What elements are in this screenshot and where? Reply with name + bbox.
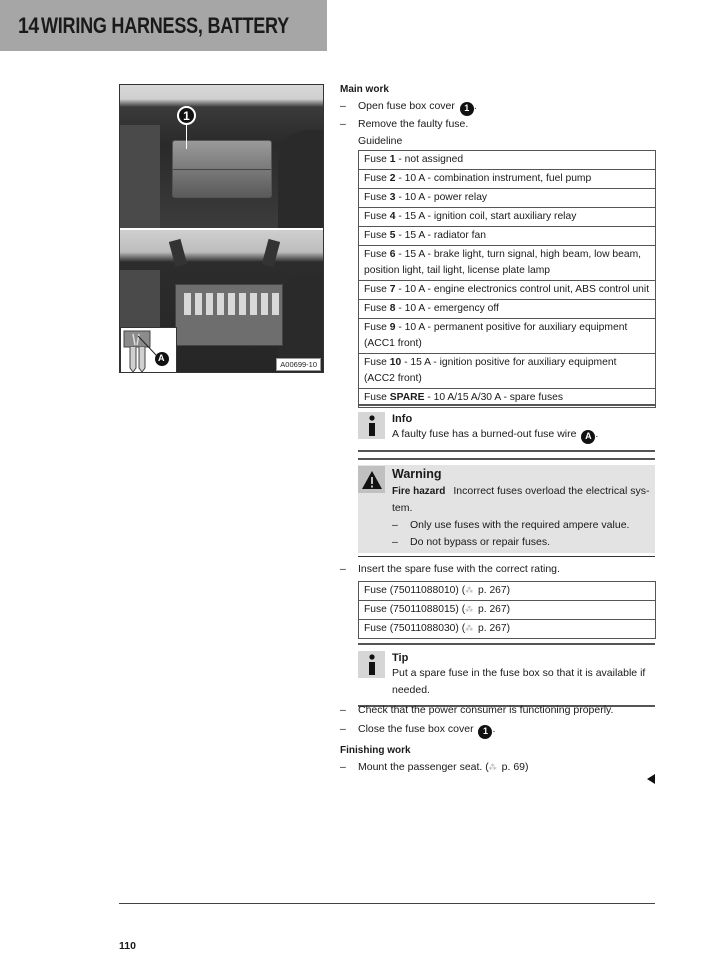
chapter-number: 14	[18, 12, 39, 38]
divider	[358, 458, 655, 460]
step-text: Insert the spare fuse with the correct rating.	[358, 563, 560, 575]
fuse-cell	[359, 318, 656, 353]
fuse-cell	[359, 169, 656, 188]
step-insert-spare	[340, 561, 656, 578]
insert-spare-section	[340, 561, 656, 639]
callout-a-label: A	[158, 353, 165, 363]
divider	[358, 556, 655, 557]
warning-notice	[358, 458, 655, 557]
fuse-row	[359, 280, 656, 299]
fuse-prefix: Fuse	[364, 229, 390, 241]
fuse-id: 10	[389, 356, 402, 368]
fuse-id: 6	[389, 248, 396, 260]
step-remove-fuse	[340, 116, 656, 133]
blown-fuse-inset	[120, 327, 177, 373]
fuse-prefix: Fuse	[364, 302, 390, 314]
spare-fuse-table	[358, 581, 656, 639]
fuse-row	[359, 299, 656, 318]
tip-notice	[358, 643, 655, 707]
fuse-description: - 10 A/15 A/30 A - spare fuses	[424, 391, 564, 403]
fuse-id: 5	[389, 229, 396, 241]
callout-a-badge: A	[581, 430, 595, 444]
step-check-consumer	[340, 702, 656, 719]
chapter-title: WIRING HARNESS, BATTERY	[41, 12, 290, 38]
fuse-cell	[359, 299, 656, 318]
fuse-cell	[359, 188, 656, 207]
dash: –	[392, 519, 398, 531]
frame-left	[120, 125, 160, 228]
seat-right	[278, 130, 323, 228]
figure-code: A00699-10	[276, 358, 321, 371]
divider	[358, 450, 655, 452]
dash: –	[340, 723, 346, 735]
fuse-description: - 10 A - engine electronics control unit, ABS control unit	[395, 283, 650, 295]
dash: –	[340, 704, 346, 716]
page-reference-link[interactable]: p. 267)	[475, 585, 511, 596]
tip-text: Put a spare fuse in the fuse box so that it is available if needed.	[392, 667, 646, 696]
info-title: Info	[392, 413, 413, 425]
spare-fuse-row	[359, 582, 656, 601]
fuse-box-open	[175, 284, 283, 346]
fuse-prefix: Fuse	[364, 248, 390, 260]
fuse-id: 3	[389, 191, 396, 203]
blown-fuse-icon	[121, 328, 178, 373]
fuse-prefix: Fuse	[364, 283, 390, 295]
step-mount-seat	[340, 759, 656, 776]
step-text: Open fuse box cover	[358, 100, 455, 112]
fuse-row	[359, 207, 656, 226]
page-number: 110	[119, 940, 136, 952]
dash: –	[340, 760, 346, 773]
dash: –	[392, 536, 398, 548]
part-label: Fuse (75011088015) (	[364, 604, 466, 615]
page-reference-icon: ⁂	[465, 605, 474, 614]
fuse-id: 4	[389, 210, 396, 222]
fuse-id: 8	[389, 302, 396, 314]
page-reference-icon: ⁂	[465, 586, 474, 595]
fuse-prefix: Fuse	[364, 210, 390, 222]
fuse-id: 9	[389, 321, 396, 333]
page-reference-icon: ⁂	[488, 762, 497, 772]
fuse-description: - not assigned	[395, 153, 464, 165]
fuse-prefix: Fuse	[364, 356, 390, 368]
fuse-row	[184, 293, 279, 315]
fuse-description: - 10 A - emergency off	[395, 302, 499, 314]
fuse-id: 7	[389, 283, 396, 295]
spare-fuse-cell	[359, 582, 656, 601]
fuse-box-cover	[172, 140, 272, 198]
photo-fuse-box-open	[120, 230, 323, 373]
fuse-id: SPARE	[389, 391, 425, 403]
fuse-description: - 10 A - permanent positive for auxiliary equipment (ACC1 front)	[364, 321, 628, 349]
page-reference-link[interactable]: p. 69)	[498, 760, 529, 773]
fuse-description: - 15 A - brake light, turn signal, high beam, low beam, position light, tail light, license plate lamp	[364, 248, 642, 276]
finishing-work-heading: Finishing work	[340, 744, 411, 756]
main-work-heading: Main work	[340, 84, 389, 95]
fuse-cell	[359, 245, 656, 280]
fuse-description: - 10 A - power relay	[395, 191, 488, 203]
fuse-description: - 15 A - ignition coil, start auxiliary relay	[395, 210, 577, 222]
fuse-row	[359, 353, 656, 388]
hazard-label: Fire hazard	[392, 486, 446, 497]
page-reference-icon: ⁂	[465, 624, 474, 633]
step-close-cover: – Close the fuse box cover 1 .	[340, 721, 656, 739]
warning-triangle-icon	[358, 466, 385, 493]
fuse-cell	[359, 207, 656, 226]
spare-fuse-cell	[359, 601, 656, 620]
dash: –	[340, 100, 346, 112]
tip-title: Tip	[392, 652, 409, 664]
warning-hazard	[392, 483, 655, 517]
fuse-row	[359, 169, 656, 188]
part-label: Fuse (75011088010) (	[364, 585, 466, 596]
fuse-prefix: Fuse	[364, 391, 390, 403]
fuse-cell	[359, 353, 656, 388]
part-label: Fuse (75011088030) (	[364, 623, 466, 634]
guideline-label: Guideline	[358, 134, 403, 147]
final-steps-section	[340, 702, 656, 776]
info-notice	[358, 404, 655, 452]
fuse-prefix: Fuse	[364, 172, 390, 184]
fuse-prefix: Fuse	[364, 191, 390, 203]
end-of-section-marker-icon	[647, 774, 655, 784]
page-reference-link[interactable]: p. 267)	[475, 623, 511, 634]
warning-title: Warning	[392, 467, 442, 481]
dash: –	[340, 117, 346, 130]
fuse-row	[359, 245, 656, 280]
step-text: Check that the power consumer is functioning properly.	[358, 704, 614, 716]
info-icon	[358, 651, 385, 678]
callout-1-badge: 1	[460, 102, 474, 116]
step-text: Mount the passenger seat. (	[358, 760, 489, 773]
hazard-text: Incorrect fuses overload the electrical sys-tem.	[392, 485, 650, 514]
lid-hinge	[169, 239, 187, 267]
spare-fuse-row	[359, 620, 656, 639]
fuse-prefix: Fuse	[364, 321, 390, 333]
fuse-description: - 10 A - combination instrument, fuel pump	[395, 172, 592, 184]
fuse-assignment-table	[358, 150, 656, 408]
fuse-cell	[359, 150, 656, 169]
page-reference-link[interactable]: p. 267)	[475, 604, 511, 615]
callout-1-badge: 1	[177, 106, 196, 125]
chapter-header	[0, 0, 327, 51]
fuse-prefix: Fuse	[364, 153, 390, 165]
fuse-description: - 15 A - radiator fan	[395, 229, 486, 241]
fuse-cell	[359, 226, 656, 245]
fuse-row	[359, 188, 656, 207]
spare-fuse-cell	[359, 620, 656, 639]
fuse-description: - 15 A - ignition positive for auxiliary equipment (ACC2 front)	[364, 356, 617, 384]
lid-hinge	[262, 239, 280, 267]
fuse-row	[359, 150, 656, 169]
fuse-row	[359, 318, 656, 353]
info-icon	[358, 412, 385, 439]
fuse-box-figure	[119, 84, 324, 373]
fuse-cell	[359, 280, 656, 299]
info-text: A faulty fuse has a burned-out fuse wire A .	[392, 426, 655, 444]
step-open-cover: – Open fuse box cover 1 .	[340, 98, 656, 116]
fuse-id: 2	[389, 172, 396, 184]
footer-rule	[119, 903, 655, 904]
fuse-row	[359, 226, 656, 245]
fuse-id: 1	[389, 153, 396, 165]
step-text: Close the fuse box cover	[358, 723, 474, 735]
dash: –	[340, 563, 346, 575]
callout-leader-line	[186, 125, 187, 149]
callout-1-badge: 1	[478, 725, 492, 739]
main-work-section	[340, 81, 656, 408]
step-text: Remove the faulty fuse.	[358, 117, 469, 130]
warning-item: – Do not bypass or repair fuses.	[392, 534, 655, 551]
warning-item: – Only use fuses with the required ampere value.	[392, 517, 655, 534]
photo-fuse-box-closed	[120, 85, 323, 228]
spare-fuse-row	[359, 601, 656, 620]
